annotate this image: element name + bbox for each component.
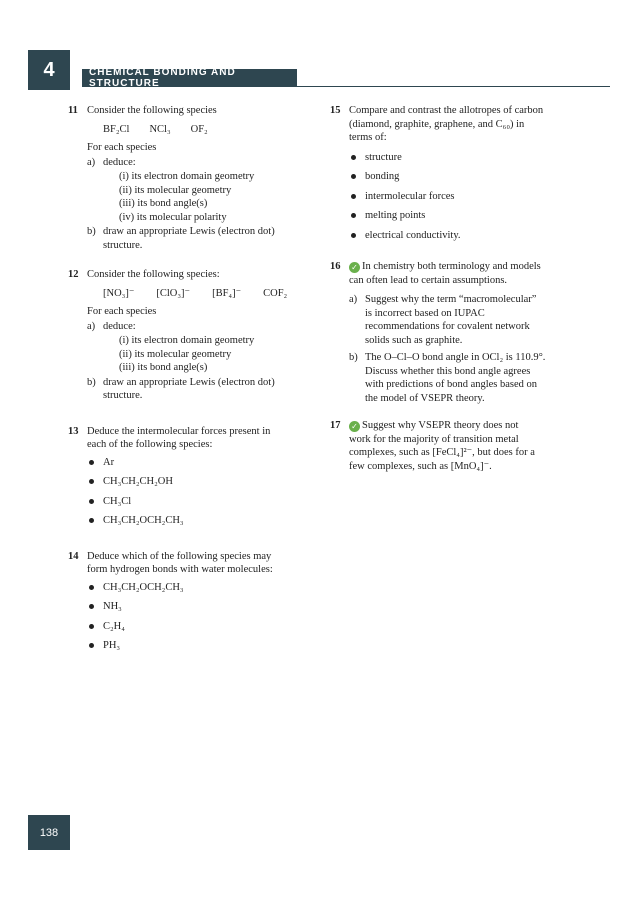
term: intermolecular forces	[365, 190, 455, 202]
sub-item: (ii) its molecular geometry	[119, 184, 232, 196]
question-number: 16	[330, 261, 341, 272]
sub-text: structure.	[103, 239, 143, 251]
sub-label: b)	[349, 352, 358, 363]
species: Ar	[103, 456, 115, 468]
species: CH₃Cl	[103, 495, 132, 507]
sub-item: (iv) its molecular polarity	[119, 211, 227, 223]
list-item	[87, 639, 318, 653]
question-number: 14	[68, 550, 79, 562]
question-text	[349, 260, 580, 274]
term: melting points	[365, 210, 426, 221]
question-text: For each species	[87, 142, 157, 153]
list-item	[349, 151, 580, 165]
sub-label: b)	[87, 376, 96, 388]
species: CH₃CH₂OCH₂CH₃	[103, 581, 184, 593]
terms-list	[349, 151, 580, 243]
sub-items	[103, 170, 318, 224]
sub-question-a	[349, 293, 580, 347]
species-list	[87, 456, 318, 528]
question-text: (diamond, graphite, graphene, and C₆₀) in	[349, 118, 525, 130]
list-item	[349, 209, 580, 223]
question-text	[349, 419, 580, 433]
species: COF₂	[263, 287, 288, 299]
species: [ClO₃]⁻	[156, 287, 191, 299]
sub-label: a)	[349, 294, 358, 305]
question-text: complexes, such as [FeCl₄]²⁻, but does for a	[349, 447, 535, 458]
sub-text: is incorrect based on IUPAC	[365, 307, 485, 319]
species: PH₃	[103, 640, 121, 651]
chapter-title: CHEMICAL BONDING AND STRUCTURE	[82, 69, 297, 87]
right-column	[330, 104, 580, 485]
question-16	[330, 260, 580, 405]
sub-item: (i) its electron domain geometry	[119, 171, 255, 182]
sub-question-b	[87, 376, 318, 403]
question-11	[68, 104, 318, 252]
sub-text: deduce:	[103, 320, 136, 332]
question-text: Deduce the intermolecular forces present in	[87, 425, 271, 437]
sub-text: draw an appropriate Lewis (electron dot)	[103, 226, 275, 237]
species: [NO₃]⁻	[103, 287, 135, 299]
question-text: Consider the following species:	[87, 269, 220, 280]
question-number: 11	[68, 105, 78, 116]
question-12	[68, 268, 318, 403]
list-item	[87, 514, 318, 528]
sub-label: b)	[87, 226, 96, 237]
sub-items	[103, 334, 318, 375]
species: NCl₃	[149, 123, 171, 135]
sub-text: with predictions of bond angles based on	[365, 379, 538, 390]
list-item	[87, 456, 318, 470]
sub-text: recommendations for covalent network	[365, 321, 530, 332]
list-item	[87, 495, 318, 509]
question-text: few complexes, such as [MnO₄]⁻.	[349, 460, 492, 472]
sub-text: Suggest why the term “macromolecular”	[365, 294, 537, 305]
left-column	[68, 104, 318, 665]
question-number: 13	[68, 425, 79, 437]
list-item	[87, 581, 318, 595]
sub-item: (iii) its bond angle(s)	[119, 198, 208, 209]
list-item	[87, 600, 318, 614]
question-13	[68, 425, 318, 528]
question-number: 15	[330, 105, 341, 116]
list-item	[349, 170, 580, 184]
list-item	[87, 620, 318, 634]
sub-label: a)	[87, 320, 96, 332]
species-row	[87, 287, 318, 301]
sub-text: the model of VSEPR theory.	[365, 392, 485, 404]
question-14	[68, 550, 318, 653]
question-text-part: Suggest why VSEPR theory does not	[362, 420, 519, 431]
question-text: terms of:	[349, 132, 387, 143]
question-number: 17	[330, 420, 341, 431]
sub-item: (iii) its bond angle(s)	[119, 362, 208, 373]
chapter-number: 4	[28, 50, 70, 90]
term: bonding	[365, 171, 400, 182]
question-text: each of the following species:	[87, 439, 213, 450]
species-row	[87, 123, 318, 137]
sub-question-b	[87, 225, 318, 252]
sub-question-a	[87, 320, 318, 375]
species-list	[87, 581, 318, 653]
question-text: Compare and contrast the allotropes of carbon	[349, 105, 544, 116]
question-text: Deduce which of the following species may	[87, 550, 272, 562]
question-text: Consider the following species	[87, 105, 217, 116]
sub-text: deduce:	[103, 156, 136, 168]
sub-question-a	[87, 156, 318, 225]
question-15	[330, 104, 580, 242]
sub-question-b	[349, 351, 580, 405]
question-text: work for the majority of transition metal	[349, 433, 519, 445]
sub-label: a)	[87, 156, 96, 168]
species: NH₃	[103, 601, 122, 612]
question-17	[330, 419, 580, 473]
sub-text: The O–Cl–O bond angle in OCl₂ is 110.9°.	[365, 352, 546, 363]
page-number: 138	[28, 815, 70, 850]
species: C₂H₄	[103, 620, 125, 632]
species: CH₃CH₂CH₂OH	[103, 476, 173, 487]
species: OF₂	[190, 123, 208, 135]
sub-text: Discuss whether this bond angle agrees	[365, 365, 531, 377]
sub-text: structure.	[103, 390, 143, 401]
species: BF₂Cl	[103, 123, 130, 135]
list-item	[87, 475, 318, 489]
question-text: For each species	[87, 306, 157, 317]
tok-icon: ✓	[349, 262, 360, 273]
tok-icon: ✓	[349, 421, 360, 432]
question-text-part: In chemistry both terminology and models	[362, 261, 541, 272]
question-text: form hydrogen bonds with water molecules:	[87, 564, 273, 575]
list-item	[349, 229, 580, 243]
term: electrical conductivity.	[365, 229, 461, 241]
question-number: 12	[68, 269, 79, 280]
header-rule	[297, 86, 610, 87]
species: [BF₄]⁻	[212, 287, 242, 299]
question-text: can often lead to certain assumptions.	[349, 274, 508, 286]
species: CH₃CH₂OCH₂CH₃	[103, 515, 184, 526]
sub-item: (i) its electron domain geometry	[119, 335, 255, 346]
sub-item: (ii) its molecular geometry	[119, 348, 232, 360]
sub-text: solids such as graphite.	[365, 334, 463, 346]
sub-text: draw an appropriate Lewis (electron dot)	[103, 376, 275, 388]
term: structure	[365, 151, 402, 163]
list-item	[349, 190, 580, 204]
